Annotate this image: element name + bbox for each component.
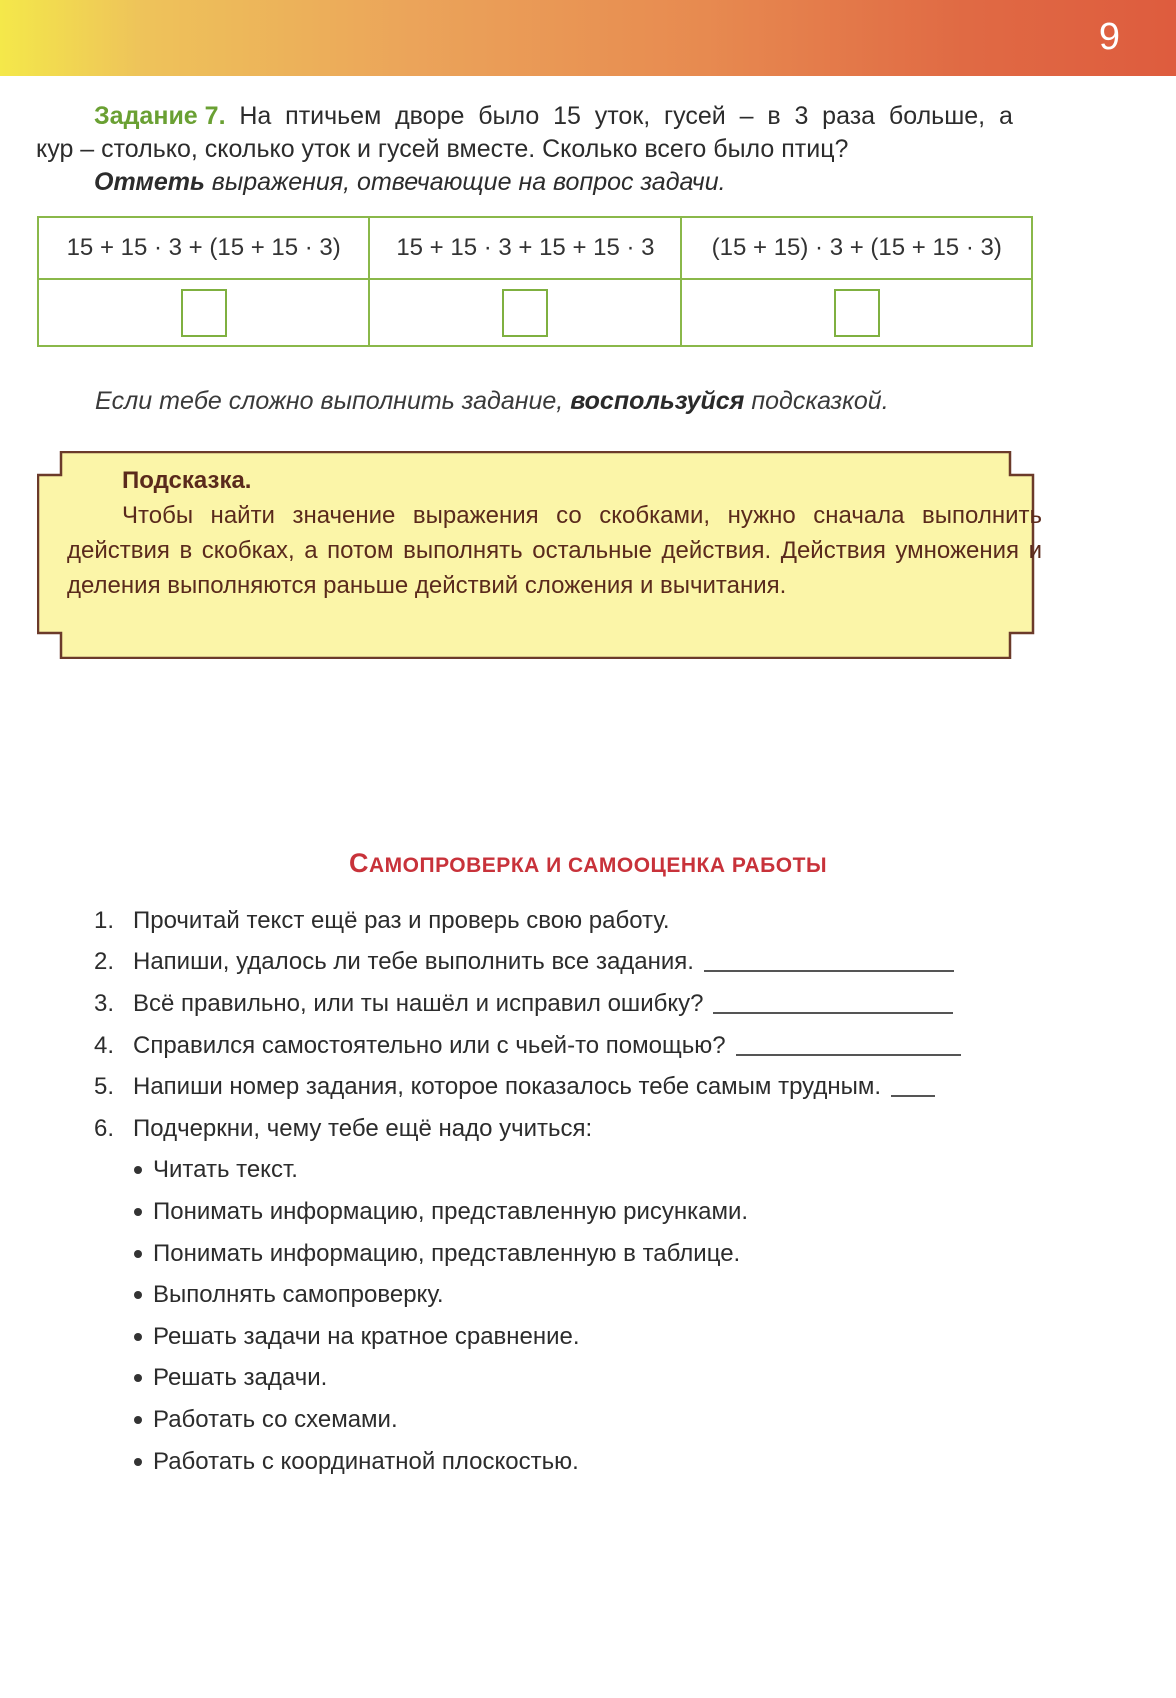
hint-title: Подсказка. [122,467,252,494]
bullet-icon [134,1166,142,1174]
hint-prompt: Если тебе сложно выполнить задание, воспользуйся подсказкой. [95,387,889,415]
bullet-icon [134,1250,142,1258]
task-text-line-1: Задание 7. На птичьем дворе было 15 уток, гусей – в 3 раза больше, а [36,100,1013,133]
bullet-icon [134,1291,142,1299]
skill-item[interactable]: Понимать информацию, представленную в таблице. [134,1233,1034,1275]
skill-item[interactable]: Выполнять самопроверку. [134,1274,1034,1316]
list-item: 3. Всё правильно, или ты нашёл и исправил ошибку? [94,983,1034,1025]
checkbox-cell [681,279,1032,346]
list-item: 2. Напиши, удалось ли тебе выполнить все задания. [94,942,1034,984]
expression-cell: (15 + 15) · 3 + (15 + 15 · 3) [681,217,1032,279]
expression-checkbox-1[interactable] [181,289,227,337]
skill-item[interactable]: Понимать информацию, представленную рисунками. [134,1191,1034,1233]
task-7 [36,100,1036,199]
skill-item[interactable]: Решать задачи. [134,1358,1034,1400]
bullet-icon [134,1458,142,1466]
skill-item[interactable]: Решать задачи на кратное сравнение. [134,1316,1034,1358]
skill-item[interactable]: Работать с координатной плоскостью. [134,1441,1034,1483]
expression-cell: 15 + 15 · 3 + (15 + 15 · 3) [38,217,369,279]
answer-line[interactable] [736,1036,961,1056]
hint-content [67,463,1042,603]
expression-cell: 15 + 15 · 3 + 15 + 15 · 3 [369,217,681,279]
page-number: 9 [1098,16,1120,58]
bullet-icon [134,1416,142,1424]
skills-list [94,1150,1034,1483]
answer-line[interactable] [891,1077,935,1097]
task-label: Задание 7. [94,102,226,130]
answer-line[interactable] [704,952,954,972]
task-instruction: Отметь выражения, отвечающие на вопрос задачи. [94,168,726,196]
skill-item[interactable]: Работать со схемами. [134,1399,1034,1441]
hint-box [37,451,1042,659]
checkbox-cell [369,279,681,346]
list-item: 5. Напиши номер задания, которое показалось тебе самым трудным. [94,1066,1034,1108]
list-item: 4. Справился самостоятельно или с чьей-то помощью? [94,1025,1034,1067]
bullet-icon [134,1374,142,1382]
expression-checkbox-2[interactable] [502,289,548,337]
checkbox-cell [38,279,369,346]
expressions-table [37,216,1033,347]
skill-item[interactable]: Читать текст. [134,1150,1034,1192]
list-item: 6. Подчеркни, чему тебе ещё надо учиться: [94,1114,593,1142]
hint-body: Чтобы найти значение выражения со скобками, нужно сначала выполнить действия в скобках, а потом выполнять остальные действия. Действия умножения и деления выполняются раньше действий сложения и вычитания. [67,502,1042,599]
answer-line[interactable] [713,994,953,1014]
expression-checkbox-3[interactable] [834,289,880,337]
self-check-list [94,900,1034,1482]
section-title: САМОПРОВЕРКА И САМООЦЕНКА РАБОТЫ [348,848,828,878]
list-item: 1. Прочитай текст ещё раз и проверь свою работу. [94,906,670,934]
task-text-line-2: кур – столько, сколько уток и гусей вместе. Сколько всего было птиц? [36,135,849,163]
bullet-icon [134,1333,142,1341]
header-band [0,0,1176,76]
bullet-icon [134,1208,142,1216]
